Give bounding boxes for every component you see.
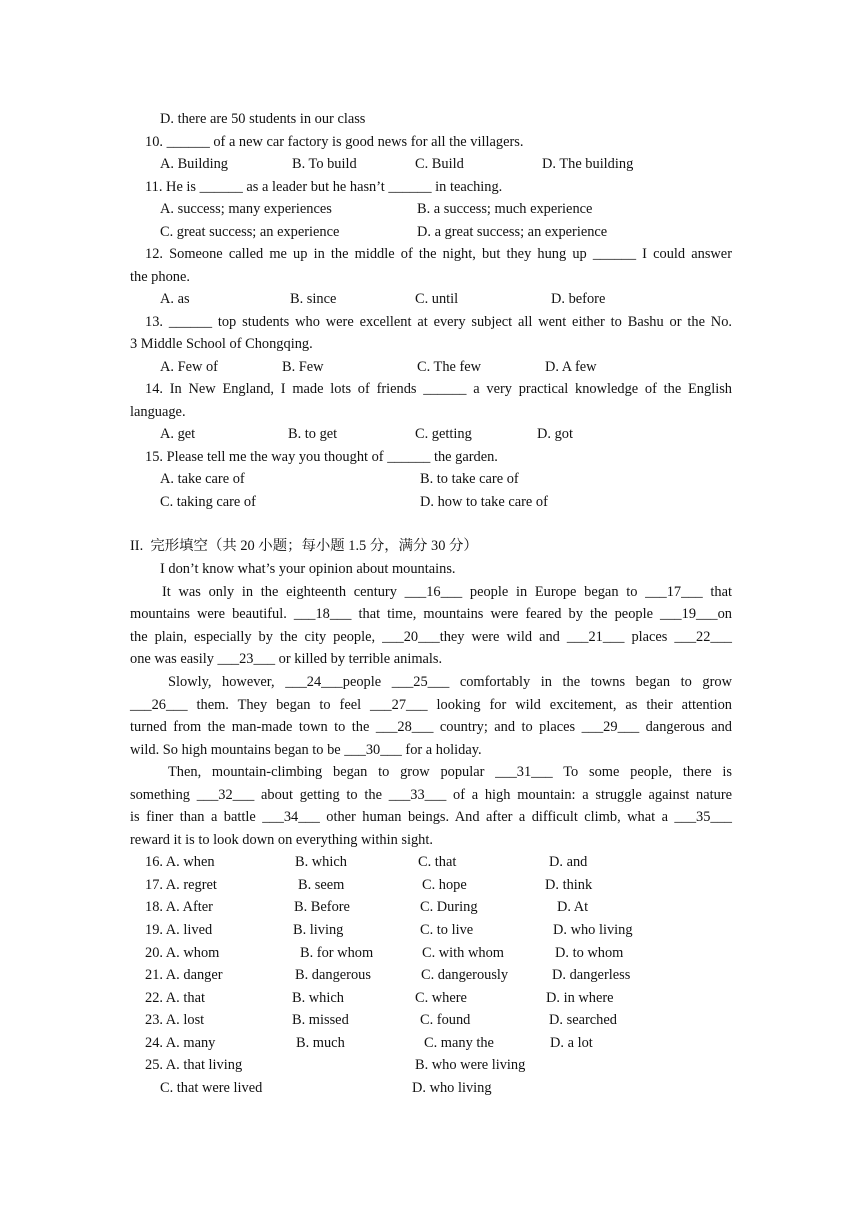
choice-21-c: C. dangerously [421, 967, 509, 983]
question-14-option-a: A. get [160, 426, 196, 442]
question-15-option-c: C. taking care of [160, 494, 256, 510]
choice-20-c: C. with whom [422, 945, 504, 961]
question-13-stem-line2: 3 Middle School of Chongqing. [130, 336, 313, 352]
question-15-option-b: B. to take care of [420, 471, 519, 487]
cloze-p2-line4: wild. So high mountains began to be ___30___ for a holiday. [130, 742, 482, 758]
choice-21-d: D. dangerless [552, 967, 631, 983]
question-11-stem: 11. He is ______ as a leader but he hasn’t ______ in teaching. [145, 179, 503, 195]
choice-19-a: 19. A. lived [145, 922, 213, 938]
question-12-option-b: B. since [290, 291, 337, 307]
cloze-p1-line1: It was only in the eighteenth century ___16___ people in Europe began to ___17___ that [162, 584, 732, 600]
choice-17-c: C. hope [422, 877, 467, 893]
choice-16-d: D. and [549, 854, 588, 870]
question-14-option-c: C. getting [415, 426, 472, 442]
question-12-stem-line1: 12. Someone called me up in the middle of the night, but they hung up ______ I could answer [145, 246, 732, 262]
cloze-p1-line4: one was easily ___23___ or killed by terrible animals. [130, 651, 443, 667]
choice-18-d: D. At [557, 899, 589, 915]
question-12-option-d: D. before [551, 291, 606, 307]
choice-25-d: D. who living [412, 1080, 492, 1096]
cloze-p3-line4: reward it is to look down on everything within sight. [130, 832, 433, 848]
question-14-stem-line1: 14. In New England, I made lots of friends ______ a very practical knowledge of the English [145, 381, 732, 397]
question-15-option-a: A. take care of [160, 471, 245, 487]
choice-18-b: B. Before [294, 899, 350, 915]
choice-22-d: D. in where [546, 990, 614, 1006]
question-11-option-a: A. success; many experiences [160, 201, 332, 217]
choice-24-b: B. much [296, 1035, 345, 1051]
question-11-option-b: B. a success; much experience [417, 201, 593, 217]
cloze-p2-line1: Slowly, however, ___24___people ___25___ comfortably in the towns began to grow [168, 674, 732, 690]
question-14-option-b: B. to get [288, 426, 338, 442]
choice-25-b: B. who were living [415, 1057, 526, 1073]
choice-20-b: B. for whom [300, 945, 374, 961]
choice-21-a: 21. A. danger [145, 967, 223, 983]
cloze-p3-line3: is finer than a battle ___34___ other human beings. And after a difficult climb, what a ___35___ [130, 809, 732, 825]
cloze-p3-line1: Then, mountain-climbing began to grow popular ___31___ To some people, there is [168, 764, 732, 780]
question-13-option-a: A. Few of [160, 359, 218, 375]
choice-17-a: 17. A. regret [145, 877, 217, 893]
choice-23-c: C. found [420, 1012, 471, 1028]
question-10-option-a: A. Building [160, 156, 228, 172]
question-10-stem: 10. ______ of a new car factory is good news for all the villagers. [145, 134, 524, 150]
question-15-option-d: D. how to take care of [420, 494, 548, 510]
question-13-option-c: C. The few [417, 359, 482, 375]
choice-16-a: 16. A. when [145, 854, 215, 870]
question-13-stem-line1: 13. ______ top students who were excellent at every subject all went either to Bashu or the No. [145, 314, 732, 330]
choice-18-c: C. During [420, 899, 478, 915]
choice-17-d: D. think [545, 877, 593, 893]
choice-22-a: 22. A. that [145, 990, 205, 1006]
question-11-option-d: D. a great success; an experience [417, 224, 608, 240]
choice-23-a: 23. A. lost [145, 1012, 205, 1028]
question-13-option-b: B. Few [282, 359, 324, 375]
question-13-option-d: D. A few [545, 359, 597, 375]
question-11-option-c: C. great success; an experience [160, 224, 340, 240]
choice-21-b: B. dangerous [295, 967, 371, 983]
cloze-p1-line3: the plain, especially by the city people, ___20___they were wild and ___21___ places ___22___ [130, 629, 732, 645]
choice-24-d: D. a lot [550, 1035, 593, 1051]
choice-16-c: C. that [418, 854, 457, 870]
choice-19-d: D. who living [553, 922, 633, 938]
choice-25-c: C. that were lived [160, 1080, 263, 1096]
choice-19-b: B. living [293, 922, 344, 938]
cloze-intro: I don’t know what’s your opinion about mountains. [160, 561, 456, 577]
question-14-option-d: D. got [537, 426, 573, 442]
choice-20-d: D. to whom [555, 945, 624, 961]
choice-19-c: C. to live [420, 922, 474, 938]
question-10-option-c: C. Build [415, 156, 464, 172]
question-12-stem-line2: the phone. [130, 269, 190, 285]
cloze-p2-line2: ___26___ them. They began to feel ___27___ looking for wild excitement, as their attention [130, 697, 732, 713]
section-2-heading: II. 完形填空（共 20 小题；每小题 1.5 分，满分 30 分） [130, 538, 478, 554]
choice-24-c: C. many the [424, 1035, 494, 1051]
cloze-p2-line3: turned from the man-made town to the ___28___ country; and to places ___29___ dangerous and [130, 719, 732, 735]
cloze-p3-line2: something ___32___ about getting to the ___33___ of a high mountain: a struggle against nature [130, 787, 732, 803]
question-12-option-a: A. as [160, 291, 190, 307]
cloze-p1-line2: mountains were beautiful. ___18___ that time, mountains were feared by the people ___19___on [130, 606, 732, 622]
choice-24-a: 24. A. many [145, 1035, 216, 1051]
question-15-stem: 15. Please tell me the way you thought of ______ the garden. [145, 449, 498, 465]
choice-25-a: 25. A. that living [145, 1057, 243, 1073]
choice-22-c: C. where [415, 990, 467, 1006]
choice-17-b: B. seem [298, 877, 345, 893]
question-12-option-c: C. until [415, 291, 459, 307]
choice-20-a: 20. A. whom [145, 945, 220, 961]
choice-16-b: B. which [295, 854, 347, 870]
question-10-option-b: B. To build [292, 156, 357, 172]
choice-23-d: D. searched [549, 1012, 617, 1028]
question-10-option-d: D. The building [542, 156, 634, 172]
choice-23-b: B. missed [292, 1012, 349, 1028]
choice-18-a: 18. A. After [145, 899, 213, 915]
question-14-stem-line2: language. [130, 404, 186, 420]
q9-option-d: D. there are 50 students in our class [160, 111, 366, 127]
choice-22-b: B. which [292, 990, 344, 1006]
